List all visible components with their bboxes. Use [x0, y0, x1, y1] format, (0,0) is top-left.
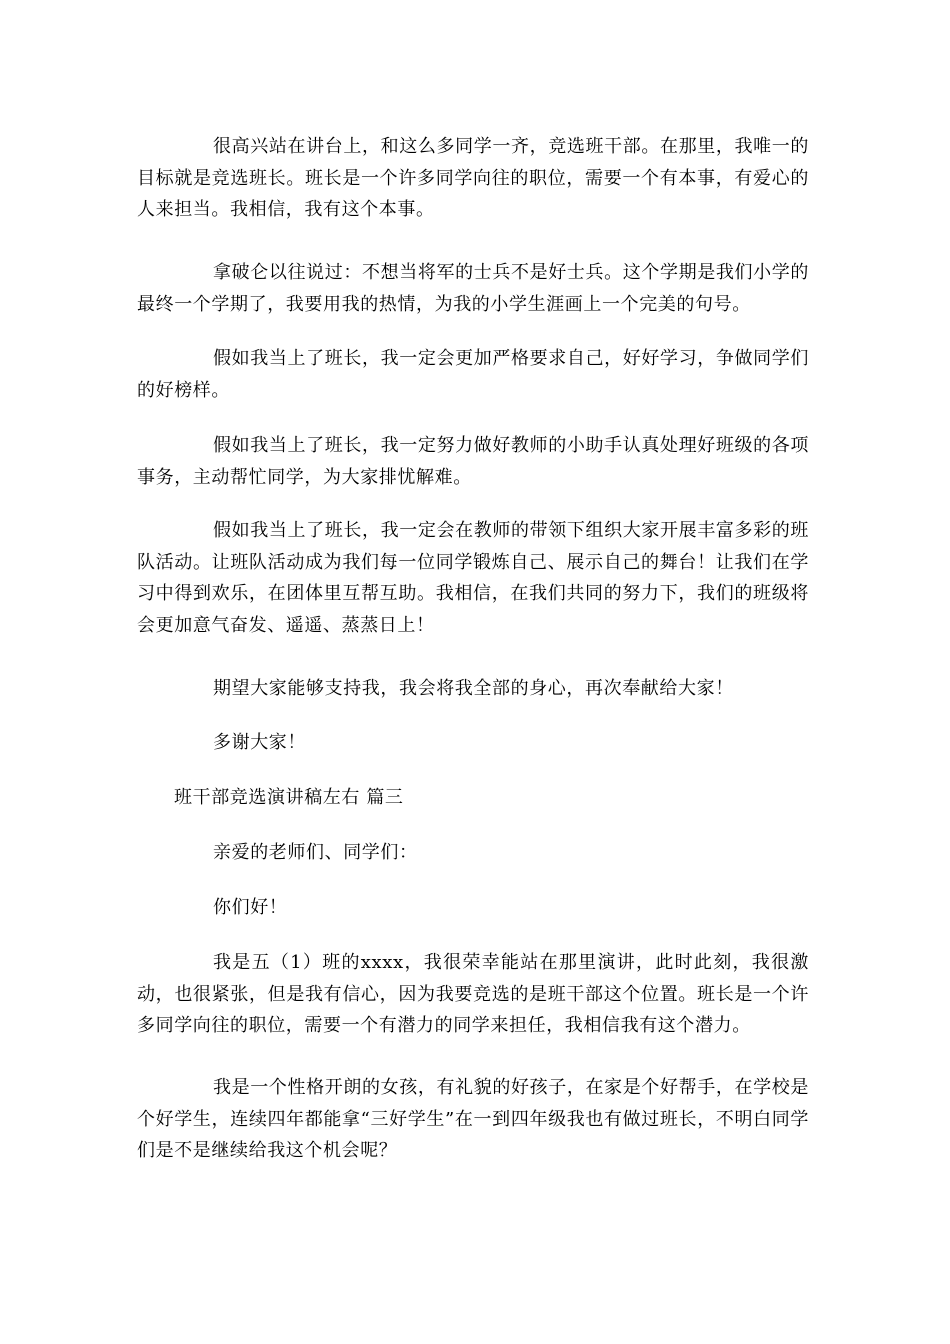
paragraph-7: 多谢大家！: [213, 732, 306, 753]
paragraph-9: 你们好！: [213, 897, 288, 918]
paragraph-6: 期望大家能够支持我，我会将我全部的身心，再次奉献给大家！: [213, 678, 734, 699]
paragraph-8: 亲爱的老师们、同学们：: [213, 842, 418, 863]
paragraph-11: 我是一个性格开朗的女孩，有礼貌的好孩子，在家是个好帮手，在学校是个好学生，连续四年都能拿“三好学生”在一到四年级我也有做过班长，不明白同学们是不是继续给我这个机会呢？: [137, 1077, 809, 1161]
paragraph-5: 假如我当上了班长，我一定会在教师的带领下组织大家开展丰富多彩的班队活动。让班队活动成为我们每一位同学锻炼自己、展示自己的舞台！让我们在学习中得到欢乐，在团体里互帮互助。我相信，在我们共同的努力下，我们的班级将会更加意气奋发、遥遥、蒸蒸日上！: [137, 520, 809, 636]
paragraph-4: 假如我当上了班长，我一定努力做好教师的小助手认真处理好班级的各项事务，主动帮忙同学，为大家排忧解难。: [137, 435, 809, 488]
paragraph-1: 很高兴站在讲台上，和这么多同学一齐，竞选班干部。在那里，我唯一的目标就是竞选班长。班长是一个许多同学向往的职位，需要一个有本事，有爱心的人来担当。我相信，我有这个本事。: [137, 136, 809, 220]
section-heading: 班干部竞选演讲稿左右 篇三: [174, 787, 404, 808]
paragraph-10: 我是五（1）班的xxxx，我很荣幸能站在那里演讲，此时此刻，我很激动，也很紧张，但是我有信心，因为我要竞选的是班干部这个位置。班长是一个许多同学向往的职位，需要一个有潜力的同学来担任，我相信我有这个潜力。: [137, 952, 809, 1036]
paragraph-2: 拿破仑以往说过：不想当将军的士兵不是好士兵。这个学期是我们小学的最终一个学期了，我要用我的热情，为我的小学生涯画上一个完美的句号。: [137, 262, 809, 315]
paragraph-3: 假如我当上了班长，我一定会更加严格要求自己，好好学习，争做同学们的好榜样。: [137, 348, 809, 401]
